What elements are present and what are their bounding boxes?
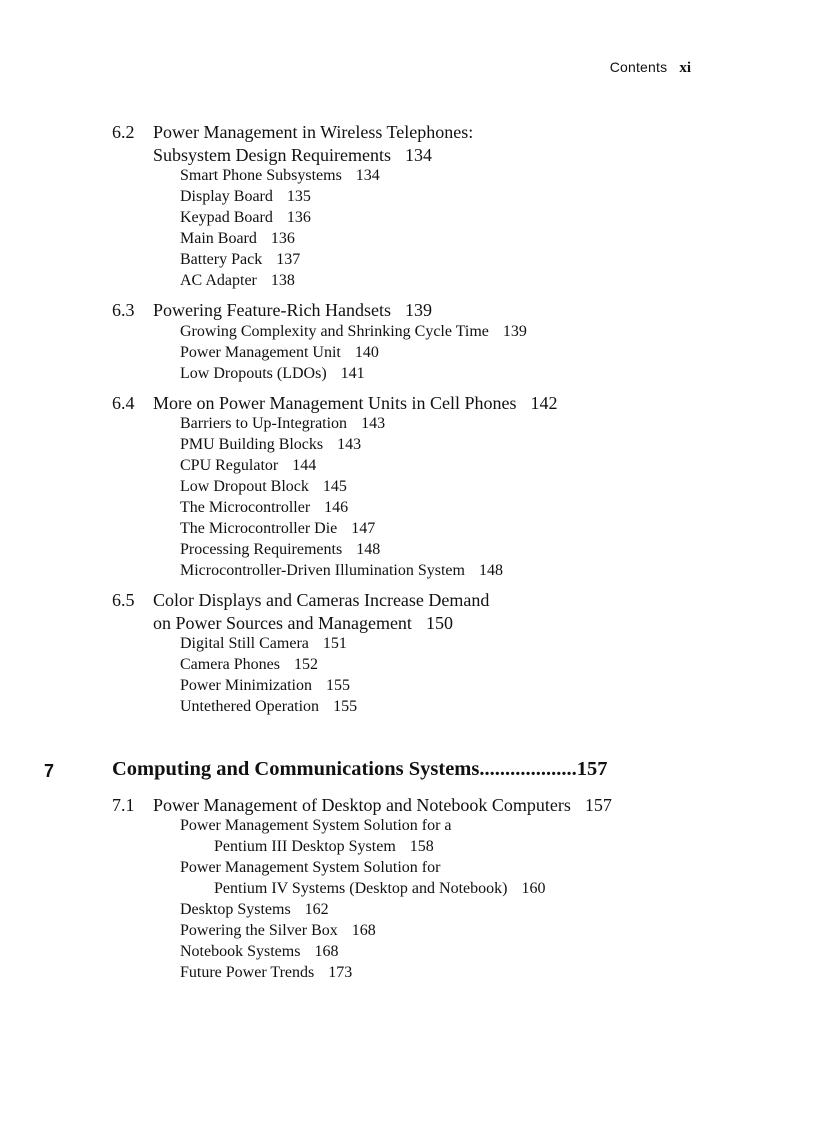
entry-title: Main Board — [180, 230, 257, 247]
toc-entry — [180, 324, 527, 340]
toc-entry — [180, 252, 300, 268]
toc-entry — [180, 678, 350, 694]
entry-title: Microcontroller-Driven Illumination System — [180, 562, 465, 579]
entry-page: 155 — [333, 698, 358, 715]
entry-title: The Microcontroller — [180, 499, 311, 516]
entry-page: 141 — [340, 365, 365, 382]
section-title: Powering Feature-Rich Handsets — [153, 300, 391, 320]
toc-entry-cont — [214, 839, 434, 855]
entry-page: 143 — [361, 415, 386, 432]
entry-title: Power Minimization — [180, 677, 312, 694]
entry-title: Growing Complexity and Shrinking Cycle Time — [180, 323, 489, 340]
entry-title: CPU Regulator — [180, 457, 279, 474]
entry-title: Battery Pack — [180, 251, 263, 268]
toc-entry — [180, 923, 376, 939]
entry-page: 146 — [324, 499, 349, 516]
entry-title: Notebook Systems — [180, 943, 301, 960]
toc-entry — [180, 479, 347, 495]
section-6-5-heading-cont — [153, 614, 453, 632]
entry-page: 147 — [351, 520, 376, 537]
entry-page: 173 — [328, 964, 353, 981]
toc-entry — [180, 500, 348, 516]
entry-title: Low Dropouts (LDOs) — [180, 365, 327, 382]
toc-entry-cont — [214, 881, 545, 897]
chapter-7-heading — [112, 759, 607, 780]
entry-page: 151 — [322, 635, 347, 652]
toc-entry — [180, 563, 503, 579]
toc-entry — [180, 189, 311, 205]
entry-page: 168 — [351, 922, 376, 939]
section-title: on Power Sources and Management — [153, 613, 412, 633]
entry-page: 140 — [354, 344, 379, 361]
toc-entry — [180, 437, 361, 453]
entry-title: Display Board — [180, 188, 273, 205]
chapter-number: 7 — [44, 761, 55, 781]
section-page: 150 — [425, 613, 453, 633]
toc-entry — [180, 542, 380, 558]
entry-page: 138 — [270, 272, 295, 289]
entry-title: Low Dropout Block — [180, 478, 309, 495]
entry-title: The Microcontroller Die — [180, 520, 338, 537]
entry-page: 155 — [325, 677, 350, 694]
section-6-2-heading-cont — [153, 146, 432, 164]
section-number: 6.5 — [112, 590, 135, 610]
section-page: 139 — [404, 300, 432, 320]
entry-title: Power Management System Solution for — [180, 859, 441, 876]
entry-page: 148 — [478, 562, 503, 579]
entry-title: Future Power Trends — [180, 964, 315, 981]
chapter-title: Computing and Communications Systems — [112, 758, 480, 780]
entry-title: Camera Phones — [180, 656, 280, 673]
entry-page: 144 — [292, 457, 317, 474]
running-head-page-number: xi — [679, 60, 691, 76]
toc-entry — [180, 366, 365, 382]
entry-page: 136 — [286, 209, 311, 226]
entry-title: Barriers to Up-Integration — [180, 415, 348, 432]
entry-page: 162 — [304, 901, 329, 918]
entry-page: 152 — [293, 656, 318, 673]
toc-entry — [180, 944, 338, 960]
section-6-2-heading — [112, 123, 473, 141]
toc-entry — [180, 818, 452, 834]
running-head — [0, 59, 691, 77]
toc-entry — [180, 210, 311, 226]
toc-entry — [180, 458, 316, 474]
entry-page: 135 — [286, 188, 311, 205]
entry-page: 160 — [521, 880, 546, 897]
section-6-3-heading — [112, 301, 432, 319]
section-number: 6.4 — [112, 393, 135, 413]
toc-entry — [180, 636, 347, 652]
toc-entry — [180, 416, 385, 432]
entry-title: Smart Phone Subsystems — [180, 167, 342, 184]
section-page: 134 — [404, 145, 432, 165]
entry-page: 134 — [355, 167, 380, 184]
entry-title: Digital Still Camera — [180, 635, 309, 652]
toc-entry — [180, 168, 380, 184]
toc-entry — [180, 273, 295, 289]
dot-leader: ................... — [479, 758, 577, 780]
toc-entry — [180, 902, 329, 918]
section-page: 142 — [530, 393, 558, 413]
toc-entry — [180, 231, 295, 247]
entry-title: Power Management Unit — [180, 344, 341, 361]
entry-title: Pentium III Desktop System — [214, 838, 396, 855]
entry-page: 136 — [270, 230, 295, 247]
entry-page: 139 — [502, 323, 527, 340]
entry-page: 148 — [356, 541, 381, 558]
toc-entry — [180, 699, 357, 715]
entry-title: Pentium IV Systems (Desktop and Notebook) — [214, 880, 508, 897]
entry-title: Keypad Board — [180, 209, 273, 226]
entry-page: 137 — [276, 251, 301, 268]
entry-page: 145 — [322, 478, 347, 495]
section-number: 6.3 — [112, 300, 135, 320]
toc-entry — [180, 860, 440, 876]
entry-title: Power Management System Solution for a — [180, 817, 452, 834]
section-6-5-heading — [112, 591, 489, 609]
section-title: More on Power Management Units in Cell Phones — [153, 393, 517, 413]
running-head-label: Contents — [609, 59, 668, 75]
entry-title: Processing Requirements — [180, 541, 343, 558]
toc-entry — [180, 657, 318, 673]
toc-entry — [180, 345, 379, 361]
section-title: Power Management of Desktop and Notebook Computers — [153, 795, 571, 815]
entry-page: 158 — [409, 838, 434, 855]
entry-title: Untethered Operation — [180, 698, 320, 715]
section-page: 157 — [584, 795, 612, 815]
entry-title: AC Adapter — [180, 272, 257, 289]
section-title: Subsystem Design Requirements — [153, 145, 391, 165]
section-6-4-heading — [112, 394, 557, 412]
toc-entry — [180, 965, 352, 981]
toc-entry — [180, 521, 375, 537]
entry-page: 168 — [314, 943, 339, 960]
section-7-1-heading — [112, 796, 612, 814]
section-number: 7.1 — [112, 795, 135, 815]
entry-title: Desktop Systems — [180, 901, 291, 918]
section-title: Power Management in Wireless Telephones: — [153, 122, 474, 142]
section-number: 6.2 — [112, 122, 135, 142]
section-title: Color Displays and Cameras Increase Demand — [153, 590, 490, 610]
chapter-page: 157 — [576, 758, 608, 780]
entry-title: Powering the Silver Box — [180, 922, 338, 939]
entry-title: PMU Building Blocks — [180, 436, 324, 453]
entry-page: 143 — [337, 436, 362, 453]
